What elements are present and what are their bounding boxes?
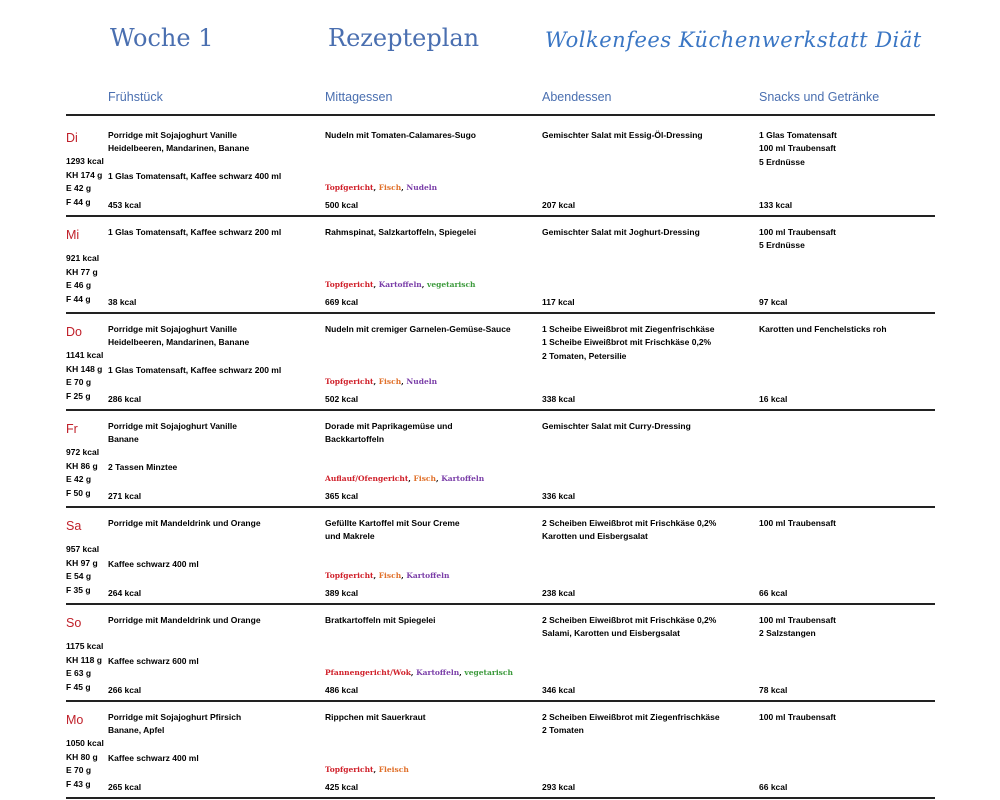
snacks-line: 100 ml Traubensaft [759, 518, 837, 528]
recipe-tag: vegetarisch [427, 280, 476, 289]
recipe-tags: Pfannengericht/Wok, Kartoffeln, vegetarisch [325, 668, 513, 677]
lunch-cell [325, 420, 453, 447]
lunch-cell [325, 129, 476, 142]
dinner-cell [542, 129, 703, 142]
recipe-tags: Topfgericht, Fisch, Kartoffeln [325, 571, 450, 580]
day-name: Sa [66, 519, 82, 533]
nutrition-kcal: 1050 kcal [66, 738, 104, 748]
breakfast-line: Banane [108, 434, 139, 445]
breakfast-kcal: 264 kcal [108, 588, 142, 598]
recipe-tags: Topfgericht, Kartoffeln, vegetarisch [325, 280, 476, 289]
week-title: Woche 1 [110, 24, 214, 52]
dinner-line: 2 Tomaten, Petersilie [542, 350, 627, 361]
nutrition-kcal: 1141 kcal [66, 350, 104, 360]
nutrition-kcal: 921 kcal [66, 253, 100, 263]
lunch-line: Bratkartoffeln mit Spiegelei [325, 615, 436, 625]
recipe-tag: Fleisch [378, 765, 409, 774]
breakfast-kcal: 271 kcal [108, 491, 142, 501]
nutrition-carbs: KH 86 g [66, 461, 98, 471]
breakfast-drinks: 1 Glas Tomatensaft, Kaffee schwarz 200 ml [108, 365, 282, 375]
nutrition-fat: F 44 g [66, 294, 91, 304]
lunch-line: Gefüllte Kartoffel mit Sour Creme [325, 518, 460, 528]
lunch-line: Nudeln mit cremiger Garnelen-Gemüse-Sauce [325, 324, 511, 334]
breakfast-cell [108, 517, 261, 530]
recipe-tags: Topfgericht, Fisch, Nudeln [325, 377, 438, 386]
snacks-line: Karotten und Fenchelsticks roh [759, 324, 887, 334]
recipe-tag: Topfgericht [325, 765, 374, 774]
snacks-line: 100 ml Traubensaft [759, 615, 837, 625]
snacks-cell [759, 226, 836, 253]
day-row [66, 216, 935, 314]
recipe-tag: vegetarisch [464, 668, 513, 677]
recipe-tag: Nudeln [406, 183, 438, 192]
snacks-kcal: 66 kcal [759, 782, 788, 792]
column-header-breakfast: Frühstück [108, 90, 163, 104]
dinner-line: 1 Scheibe Eiweißbrot mit Ziegenfrischkäse [542, 324, 715, 334]
dinner-line: 2 Tomaten [542, 725, 584, 736]
column-header-snacks: Snacks und Getränke [759, 90, 880, 104]
day-row [66, 604, 935, 702]
day-name: Do [66, 325, 82, 339]
lunch-line: Rahmspinat, Salzkartoffeln, Spiegelei [325, 227, 477, 237]
day-name: Fr [66, 422, 78, 436]
dinner-cell [542, 226, 700, 239]
nutrition-fat: F 43 g [66, 779, 91, 789]
header-divider [66, 114, 935, 116]
recipe-tag: Fisch [378, 571, 402, 580]
breakfast-cell [108, 129, 249, 156]
dinner-kcal: 336 kcal [542, 491, 576, 501]
snacks-kcal: 97 kcal [759, 297, 788, 307]
breakfast-kcal: 286 kcal [108, 394, 142, 404]
snacks-line: 5 Erdnüsse [759, 156, 805, 167]
recipe-tag: Fisch [378, 377, 402, 386]
recipe-tag: Kartoffeln [441, 474, 485, 483]
lunch-cell [325, 226, 476, 239]
breakfast-kcal: 453 kcal [108, 200, 142, 210]
breakfast-line: Porridge mit Sojajoghurt Vanille [108, 130, 237, 140]
nutrition-protein: E 63 g [66, 668, 92, 678]
breakfast-cell [108, 420, 237, 447]
lunch-cell [325, 517, 460, 544]
snacks-kcal: 78 kcal [759, 685, 788, 695]
nutrition-protein: E 42 g [66, 183, 92, 193]
recipe-tag: Auflauf/Ofengericht [325, 474, 409, 483]
day-name: Mo [66, 713, 84, 727]
breakfast-cell [108, 226, 281, 239]
dinner-cell [542, 517, 716, 544]
snacks-cell [759, 517, 836, 530]
lunch-cell [325, 614, 436, 627]
recipe-tag: Topfgericht [325, 280, 374, 289]
lunch-line: Backkartoffeln [325, 434, 385, 445]
dinner-kcal: 238 kcal [542, 588, 576, 598]
dinner-kcal: 346 kcal [542, 685, 576, 695]
nutrition-kcal: 972 kcal [66, 447, 100, 457]
lunch-line: und Makrele [325, 531, 375, 542]
nutrition-carbs: KH 97 g [66, 558, 98, 568]
recipe-tag: Topfgericht [325, 183, 374, 192]
lunch-cell [325, 711, 426, 724]
nutrition-carbs: KH 77 g [66, 267, 98, 277]
breakfast-line: Banane, Apfel [108, 725, 165, 736]
breakfast-line: Porridge mit Sojajoghurt Pfirsich [108, 712, 242, 722]
breakfast-cell [108, 614, 261, 627]
dinner-cell [542, 711, 720, 738]
day-row [66, 507, 935, 605]
breakfast-line: 1 Glas Tomatensaft, Kaffee schwarz 200 ml [108, 227, 282, 237]
breakfast-cell [108, 323, 249, 350]
lunch-kcal: 425 kcal [325, 782, 359, 792]
breakfast-drinks: Kaffee schwarz 400 ml [108, 753, 199, 763]
breakfast-drinks: Kaffee schwarz 600 ml [108, 656, 199, 666]
snacks-cell [759, 614, 836, 641]
page-title: Rezepteplan [328, 24, 480, 52]
dinner-line: Gemischter Salat mit Curry-Dressing [542, 421, 691, 431]
recipe-tag: Kartoffeln [378, 280, 422, 289]
lunch-kcal: 500 kcal [325, 200, 359, 210]
dinner-cell [542, 323, 714, 363]
breakfast-kcal: 265 kcal [108, 782, 142, 792]
nutrition-kcal: 1175 kcal [66, 641, 104, 651]
snacks-kcal: 16 kcal [759, 394, 788, 404]
dinner-line: 2 Scheiben Eiweißbrot mit Frischkäse 0,2% [542, 615, 717, 625]
dinner-kcal: 338 kcal [542, 394, 576, 404]
dinner-line: Gemischter Salat mit Essig-Öl-Dressing [542, 130, 703, 140]
nutrition-carbs: KH 118 g [66, 655, 102, 665]
snacks-line: 100 ml Traubensaft [759, 712, 837, 722]
nutrition-carbs: KH 148 g [66, 364, 103, 374]
brand-logo-text: Wolkenfees Küchenwerkstatt Diät [545, 28, 922, 52]
breakfast-kcal: 266 kcal [108, 685, 142, 695]
recipe-tag: Nudeln [406, 377, 438, 386]
nutrition-fat: F 35 g [66, 585, 91, 595]
breakfast-drinks: Kaffee schwarz 400 ml [108, 559, 199, 569]
dinner-line: 2 Scheiben Eiweißbrot mit Frischkäse 0,2% [542, 518, 717, 528]
day-row [66, 119, 935, 217]
nutrition-protein: E 46 g [66, 280, 92, 290]
nutrition-fat: F 44 g [66, 197, 91, 207]
snacks-line: 100 ml Traubensaft [759, 143, 837, 154]
snacks-line: 1 Glas Tomatensaft [759, 130, 837, 140]
lunch-kcal: 486 kcal [325, 685, 359, 695]
dinner-cell [542, 420, 691, 433]
dinner-cell [542, 614, 716, 641]
dinner-line: Salami, Karotten und Eisbergsalat [542, 628, 680, 639]
snacks-kcal: 66 kcal [759, 588, 788, 598]
breakfast-drinks: 2 Tassen Minztee [108, 462, 178, 472]
recipe-tag: Kartoffeln [406, 571, 450, 580]
dinner-kcal: 207 kcal [542, 200, 576, 210]
lunch-line: Dorade mit Paprikagemüse und [325, 421, 453, 431]
column-header-dinner: Abendessen [542, 90, 612, 104]
breakfast-line: Heidelbeeren, Mandarinen, Banane [108, 143, 250, 154]
lunch-kcal: 389 kcal [325, 588, 359, 598]
dinner-line: Karotten und Eisbergsalat [542, 531, 648, 542]
recipe-tag: Topfgericht [325, 377, 374, 386]
recipe-tags: Auflauf/Ofengericht, Fisch, Kartoffeln [325, 474, 485, 483]
snacks-line: 100 ml Traubensaft [759, 227, 837, 237]
recipe-tag: Topfgericht [325, 571, 374, 580]
snacks-cell [759, 129, 837, 169]
day-name: Mi [66, 228, 80, 242]
day-name: Di [66, 131, 78, 145]
dinner-line: 1 Scheibe Eiweißbrot mit Frischkäse 0,2% [542, 337, 712, 348]
breakfast-cell [108, 711, 241, 738]
snacks-cell [759, 711, 836, 724]
day-name: So [66, 616, 82, 630]
recipe-tag: Pfannengericht/Wok [325, 668, 411, 677]
recipe-tag: Kartoffeln [416, 668, 460, 677]
breakfast-line: Porridge mit Mandeldrink und Orange [108, 518, 261, 528]
nutrition-carbs: KH 174 g [66, 170, 103, 180]
dinner-kcal: 117 kcal [542, 297, 575, 307]
nutrition-carbs: KH 80 g [66, 752, 98, 762]
nutrition-protein: E 70 g [66, 377, 92, 387]
recipe-tags: Topfgericht, Fleisch [325, 765, 409, 774]
lunch-cell [325, 323, 511, 336]
snacks-cell [759, 323, 887, 336]
breakfast-line: Heidelbeeren, Mandarinen, Banane [108, 337, 250, 348]
recipe-tag: Fisch [413, 474, 436, 483]
lunch-line: Rippchen mit Sauerkraut [325, 712, 426, 722]
lunch-kcal: 502 kcal [325, 394, 359, 404]
breakfast-line: Porridge mit Mandeldrink und Orange [108, 615, 261, 625]
nutrition-fat: F 25 g [66, 391, 91, 401]
day-row [66, 410, 935, 508]
nutrition-fat: F 45 g [66, 682, 91, 692]
nutrition-fat: F 50 g [66, 488, 91, 498]
breakfast-kcal: 38 kcal [108, 297, 137, 307]
lunch-kcal: 365 kcal [325, 491, 359, 501]
nutrition-protein: E 70 g [66, 765, 92, 775]
lunch-kcal: 669 kcal [325, 297, 359, 307]
recipe-tags: Topfgericht, Fisch, Nudeln [325, 183, 438, 192]
nutrition-kcal: 1293 kcal [66, 156, 104, 166]
dinner-line: 2 Scheiben Eiweißbrot mit Ziegenfrischkäse [542, 712, 720, 722]
lunch-line: Nudeln mit Tomaten-Calamares-Sugo [325, 130, 476, 140]
snacks-line: 5 Erdnüsse [759, 240, 805, 251]
snacks-line: 2 Salzstangen [759, 628, 816, 639]
day-row [66, 313, 935, 411]
nutrition-kcal: 957 kcal [66, 544, 100, 554]
breakfast-line: Porridge mit Sojajoghurt Vanille [108, 421, 237, 431]
dinner-kcal: 293 kcal [542, 782, 576, 792]
breakfast-drinks: 1 Glas Tomatensaft, Kaffee schwarz 400 ml [108, 171, 282, 181]
recipe-tag: Fisch [378, 183, 402, 192]
column-header-lunch: Mittagessen [325, 90, 393, 104]
nutrition-protein: E 42 g [66, 474, 92, 484]
snacks-kcal: 133 kcal [759, 200, 793, 210]
dinner-line: Gemischter Salat mit Joghurt-Dressing [542, 227, 700, 237]
breakfast-line: Porridge mit Sojajoghurt Vanille [108, 324, 237, 334]
day-row [66, 701, 935, 799]
nutrition-protein: E 54 g [66, 571, 92, 581]
